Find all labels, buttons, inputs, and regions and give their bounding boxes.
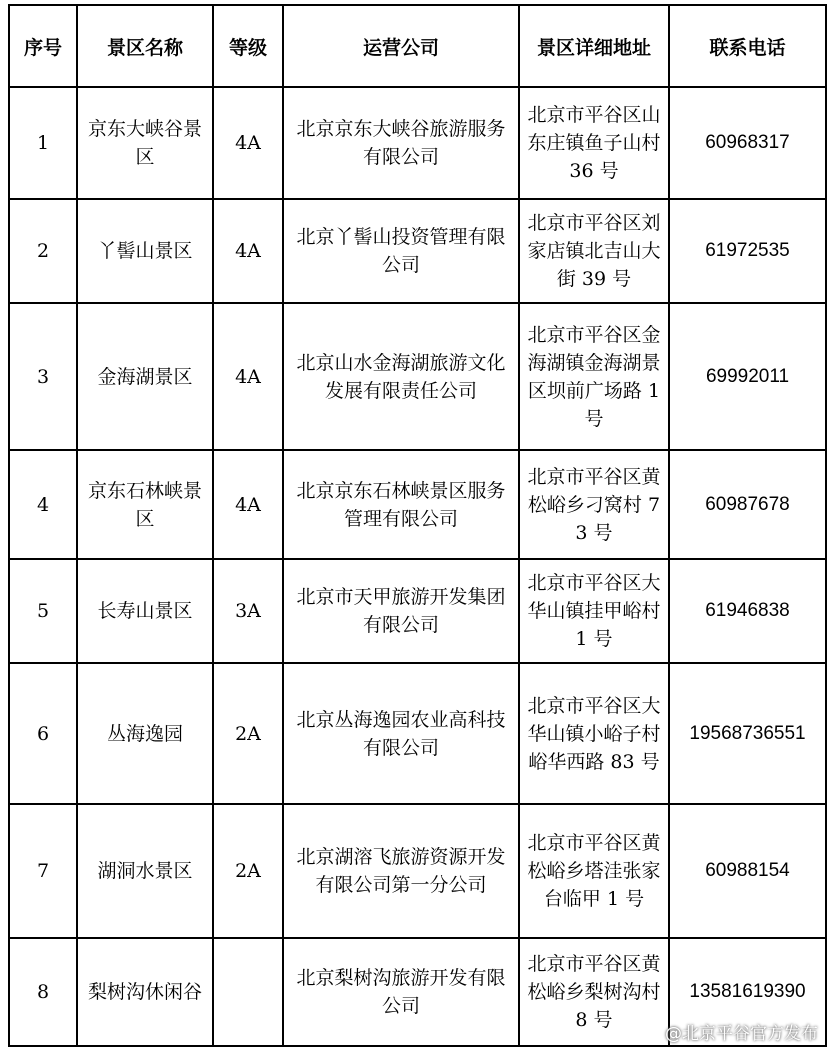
scenic-area-table (8, 4, 827, 1047)
header-row (9, 5, 826, 87)
cell-no: 5 (9, 559, 77, 663)
cell-no: 7 (9, 804, 77, 938)
cell-no: 8 (9, 938, 77, 1046)
cell-address: 北京市平谷区金海湖镇金海湖景区坝前广场路 1 号 (519, 303, 669, 450)
cell-name: 湖洞水景区 (77, 804, 213, 938)
cell-name: 丫髻山景区 (77, 199, 213, 303)
cell-no: 2 (9, 199, 77, 303)
cell-address: 北京市平谷区黄松峪乡梨树沟村 8 号 (519, 938, 669, 1046)
cell-name: 长寿山景区 (77, 559, 213, 663)
cell-address: 北京市平谷区黄松峪乡刁窝村 73 号 (519, 450, 669, 559)
cell-phone: 60987678 (669, 450, 826, 559)
cell-level: 4A (213, 450, 283, 559)
header-name: 景区名称 (77, 5, 213, 87)
cell-no: 3 (9, 303, 77, 450)
cell-name: 梨树沟休闲谷 (77, 938, 213, 1046)
cell-company: 北京湖溶飞旅游资源开发有限公司第一分公司 (283, 804, 519, 938)
cell-phone: 61946838 (669, 559, 826, 663)
cell-address: 北京市平谷区刘家店镇北吉山大街 39 号 (519, 199, 669, 303)
header-no: 序号 (9, 5, 77, 87)
cell-company: 北京丛海逸园农业高科技有限公司 (283, 663, 519, 804)
cell-name: 京东石林峡景区 (77, 450, 213, 559)
cell-company: 北京京东石林峡景区服务管理有限公司 (283, 450, 519, 559)
table-row (9, 450, 826, 559)
cell-level: 3A (213, 559, 283, 663)
cell-address: 北京市平谷区黄松峪乡塔洼张家台临甲 1 号 (519, 804, 669, 938)
cell-company: 北京京东大峡谷旅游服务有限公司 (283, 87, 519, 199)
cell-no: 6 (9, 663, 77, 804)
cell-name: 金海湖景区 (77, 303, 213, 450)
table-row (9, 303, 826, 450)
cell-address: 北京市平谷区大华山镇挂甲峪村 1 号 (519, 559, 669, 663)
cell-company: 北京市天甲旅游开发集团有限公司 (283, 559, 519, 663)
cell-level: 2A (213, 804, 283, 938)
cell-company: 北京梨树沟旅游开发有限公司 (283, 938, 519, 1046)
header-level: 等级 (213, 5, 283, 87)
table-row (9, 663, 826, 804)
watermark-text: @北京平谷官方发布 (665, 1024, 818, 1044)
cell-phone: 60968317 (669, 87, 826, 199)
cell-phone: 60988154 (669, 804, 826, 938)
header-address: 景区详细地址 (519, 5, 669, 87)
header-company: 运营公司 (283, 5, 519, 87)
cell-phone: 13581619390 (669, 938, 826, 1046)
cell-phone: 69992011 (669, 303, 826, 450)
header-phone: 联系电话 (669, 5, 826, 87)
table-row (9, 559, 826, 663)
table-row (9, 804, 826, 938)
cell-no: 4 (9, 450, 77, 559)
cell-phone: 61972535 (669, 199, 826, 303)
cell-level: 4A (213, 87, 283, 199)
cell-no: 1 (9, 87, 77, 199)
cell-name: 丛海逸园 (77, 663, 213, 804)
cell-level: 4A (213, 303, 283, 450)
cell-address: 北京市平谷区山东庄镇鱼子山村 36 号 (519, 87, 669, 199)
table-row (9, 199, 826, 303)
cell-level: 4A (213, 199, 283, 303)
cell-phone: 19568736551 (669, 663, 826, 804)
cell-company: 北京山水金海湖旅游文化发展有限责任公司 (283, 303, 519, 450)
cell-level: 2A (213, 663, 283, 804)
cell-level (213, 938, 283, 1046)
cell-address: 北京市平谷区大华山镇小峪子村峪华西路 83 号 (519, 663, 669, 804)
cell-name: 京东大峡谷景区 (77, 87, 213, 199)
table-row (9, 87, 826, 199)
cell-company: 北京丫髻山投资管理有限公司 (283, 199, 519, 303)
